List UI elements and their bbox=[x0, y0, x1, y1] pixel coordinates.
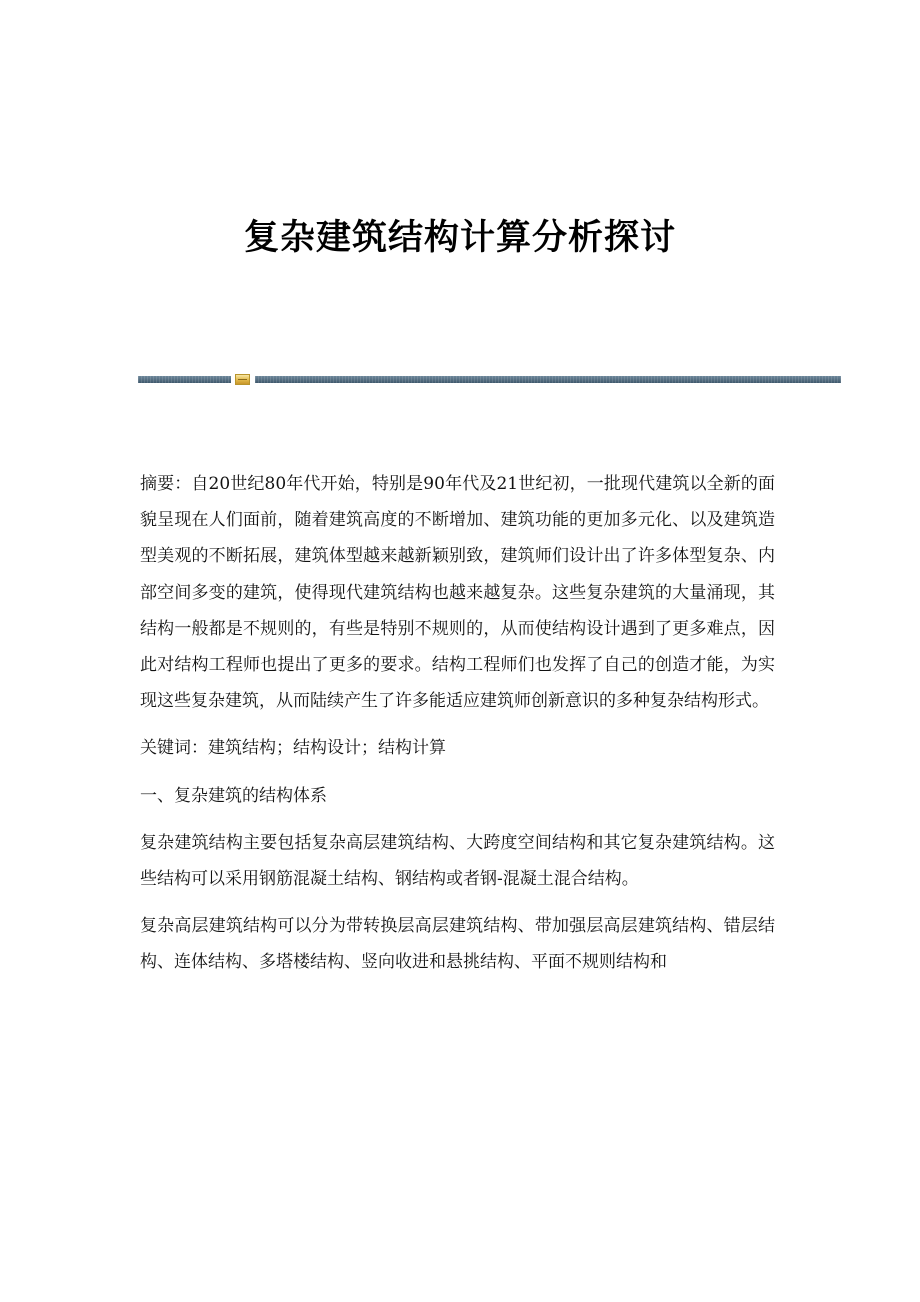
divider-bar-right bbox=[255, 376, 841, 383]
title-divider bbox=[138, 374, 841, 386]
document-body bbox=[140, 466, 775, 992]
divider-bar-left bbox=[138, 376, 231, 383]
body-paragraph: 复杂建筑结构主要包括复杂高层建筑结构、大跨度空间结构和其它复杂建筑结构。这些结构可以采用钢筋混凝土结构、钢结构或者钢-混凝土混合结构。 bbox=[140, 832, 775, 890]
keywords-paragraph: 关键词：建筑结构；结构设计；结构计算 bbox=[140, 738, 446, 759]
section-heading: 一、复杂建筑的结构体系 bbox=[140, 785, 327, 806]
body-paragraph: 复杂高层建筑结构可以分为带转换层高层建筑结构、带加强层高层建筑结构、错层结构、连体结构、多塔楼结构、竖向收进和悬挑结构、平面不规则结构和 bbox=[140, 916, 775, 973]
abstract-paragraph: 摘要：自20世纪80年代开始，特别是90年代及21世纪初，一批现代建筑以全新的面貌呈现在人们面前，随着建筑高度的不断增加、建筑功能的更加多元化、以及建筑造型美观的不断拓展，建筑体型越来越新颖别致，建筑师们设计出了许多体型复杂、内部空间多变的建筑，使得现代建筑结构也越来越复杂。这些复杂建筑的大量涌现，其结构一般都是不规则的，有些是特别不规则的，从而使结构设计遇到了更多难点，因此对结构工程师也提出了更多的要求。结构工程师们也发挥了自己的创造才能，为实现这些复杂建筑，从而陆续产生了许多能适应建筑师创新意识的多种复杂结构形式。 bbox=[140, 474, 775, 712]
divider-ornament-icon bbox=[235, 374, 250, 385]
document-title: 复杂建筑结构计算分析探讨 bbox=[243, 217, 676, 258]
